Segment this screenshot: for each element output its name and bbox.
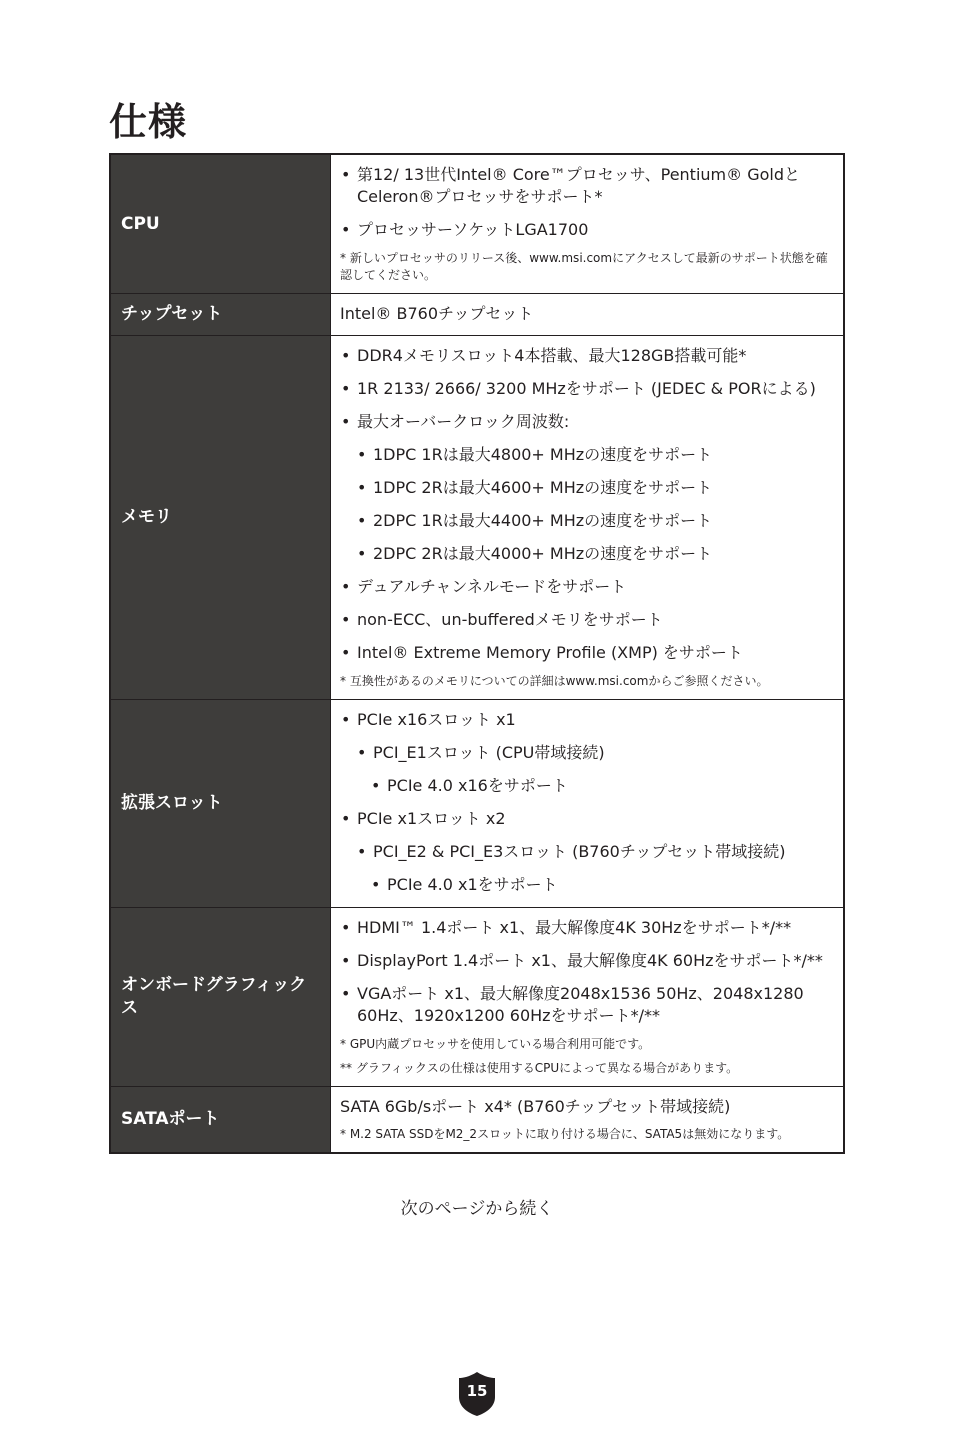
bullet-item: • 1DPC 1Rは最大4800+ MHzの速度をサポート [356,439,833,472]
spec-content [331,1087,845,1154]
footnote: * 互換性があるのメモリについての詳細はwww.msi.comからご参照ください。 [340,674,769,688]
bullet-item: • 2DPC 1Rは最大4400+ MHzの速度をサポート [356,505,833,538]
spec-text: Intel® B760チップセット [340,304,534,323]
spec-row [110,154,844,294]
spec-table [109,153,845,1154]
bullet-item: • DisplayPort 1.4ポート x1、最大解像度4K 60Hzをサポート*/** [340,945,833,978]
spec-row [110,336,844,700]
spec-label: 拡張スロット [110,700,331,908]
spec-row [110,908,844,1087]
bullet-item: • PCI_E1スロット (CPU帯域接続) [356,737,833,770]
bullet-item: • デュアルチャンネルモードをサポート [340,571,833,604]
continued-note: 次のページから続く [400,1199,554,1219]
bullet-item: • PCIe x1スロット x2 [340,803,833,836]
spec-row [110,1087,844,1154]
footnote: ** グラフィックスの仕様は使用するCPUによって異なる場合があります。 [340,1061,739,1075]
footnote: * GPU内蔵プロセッサを使用している場合利用可能です。 [340,1037,651,1051]
footnote: * 新しいプロセッサのリリース後、www.msi.comにアクセスして最新のサポート状態を確認してください。 [340,251,828,282]
bullet-item: • 1R 2133/ 2666/ 3200 MHzをサポート (JEDEC & PORによる) [340,373,833,406]
spec-label: メモリ [110,336,331,700]
spec-content [331,154,845,294]
bullet-item: • HDMI™ 1.4ポート x1、最大解像度4K 30Hzをサポート*/** [340,912,833,945]
spec-label: SATAポート [110,1087,331,1154]
page-number: 15 [466,1382,488,1400]
bullet-item: • 2DPC 2Rは最大4000+ MHzの速度をサポート [356,538,833,571]
spec-content [331,908,845,1087]
spec-content [331,294,845,336]
spec-label: チップセット [110,294,331,336]
page-number-badge [457,1371,497,1417]
spec-row [110,700,844,908]
footnote: * M.2 SATA SSDをM2_2スロットに取り付ける場合に、SATA5は無効になります。 [340,1127,790,1141]
bullet-item: • PCIe 4.0 x16をサポート [370,770,833,803]
spec-label: CPU [110,154,331,294]
bullet-item: • プロセッサーソケットLGA1700 [340,214,833,247]
spec-row [110,294,844,336]
bullet-item: • non-ECC、un-bufferedメモリをサポート [340,604,833,637]
bullet-item: • DDR4メモリスロット4本搭載、最大128GB搭載可能* [340,340,833,373]
spec-content [331,336,845,700]
bullet-item: • PCI_E2 & PCI_E3スロット (B760チップセット帯域接続) [356,836,833,869]
spec-content [331,700,845,908]
bullet-item: • PCIe x16スロット x1 [340,704,833,737]
bullet-item: • 最大オーバークロック周波数: [340,406,833,439]
bullet-item: • PCIe 4.0 x1をサポート [370,869,833,902]
bullet-item: • VGAポート x1、最大解像度2048x1536 50Hz、2048x1280 60Hz、1920x1200 60Hzをサポート*/** [340,978,833,1033]
bullet-item: • Intel® Extreme Memory Profile (XMP) をサポート [340,637,833,670]
bullet-item: • 第12/ 13世代Intel® Core™プロセッサ、Pentium® Goldと Celeron®プロセッサをサポート* [340,159,833,214]
spec-label: オンボードグラフィックス [110,908,331,1087]
bullet-item: • 1DPC 2Rは最大4600+ MHzの速度をサポート [356,472,833,505]
page-title: 仕様 [109,100,188,144]
spec-text: SATA 6Gb/sポート x4* (B760チップセット帯域接続) [340,1097,731,1116]
